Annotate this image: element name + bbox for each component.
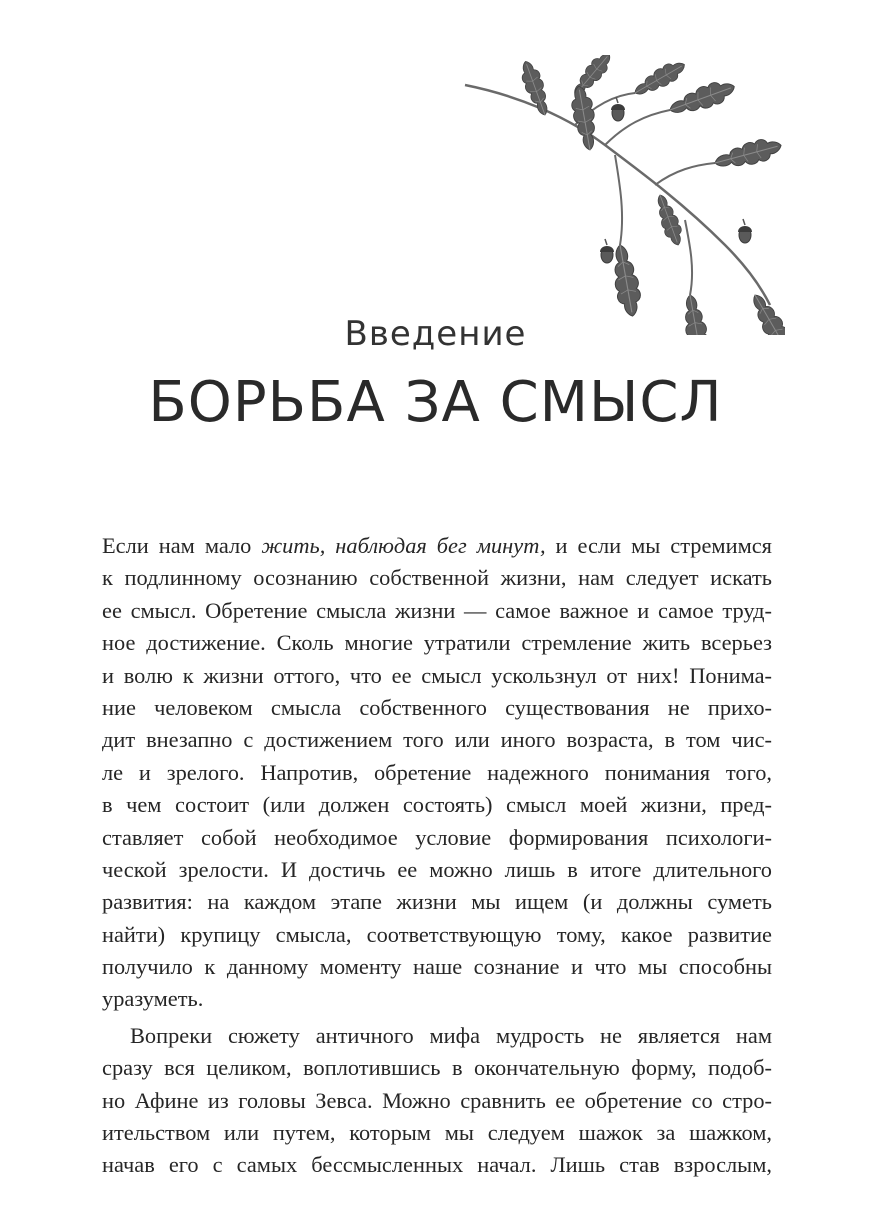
chapter-title: БОРЬБА ЗА СМЫСЛ bbox=[148, 370, 723, 435]
text-run: Если нам мало bbox=[102, 533, 262, 558]
text-line: сразу вся целиком, воплотившись в окончательную форму, подоб- bbox=[102, 1055, 772, 1081]
text-line: начав его с самых бессмысленных начал. Лишь став взрослым, bbox=[102, 1152, 772, 1178]
text-line: и волю к жизни оттого, что ее смысл ускользнул от них! Понима- bbox=[102, 662, 772, 688]
paragraph-1 bbox=[102, 530, 772, 1016]
body-text bbox=[102, 530, 772, 1182]
text-run: и если мы стремимся bbox=[545, 533, 772, 558]
text-line: Вопреки сюжету античного мифа мудрость не является нам bbox=[130, 1022, 772, 1048]
text-line: ние человеком смысла собственного существования не прихо- bbox=[102, 694, 772, 720]
text-line: ставляет собой необходимое условие формирования психологи- bbox=[102, 824, 772, 850]
text-line: в чем состоит (или должен состоять) смысл моей жизни, пред- bbox=[102, 792, 772, 818]
text-line: ительством или путем, которым мы следуем шажок за шажком, bbox=[102, 1120, 772, 1146]
italic-phrase: жить, наблюдая бег минут, bbox=[261, 533, 546, 558]
oak-branch-icon bbox=[455, 55, 785, 335]
paragraph-2 bbox=[102, 1020, 772, 1182]
text-line: ческой зрелости. И достичь ее можно лишь в итоге длительного bbox=[102, 856, 772, 882]
chapter-kicker: Введение bbox=[344, 314, 527, 354]
text-line: получило к данному моменту наше сознание и что мы способны bbox=[102, 954, 772, 980]
text-line: уразуметь. bbox=[102, 986, 204, 1012]
text-line: найти) крупицу смысла, соответствующую тому, какое развитие bbox=[102, 921, 772, 947]
text-line: развития: на каждом этапе жизни мы ищем (и должны суметь bbox=[102, 889, 772, 915]
text-line: дит внезапно с достижением того или иного возраста, в том чис- bbox=[102, 727, 772, 753]
text-line: к подлинному осознанию собственной жизни, нам следует искать bbox=[102, 565, 772, 591]
text-line: ле и зрелого. Напротив, обретение надежного понимания того, bbox=[102, 759, 772, 785]
text-line: но Афине из головы Зевса. Можно сравнить ее обретение со стро- bbox=[102, 1087, 772, 1113]
text-line: ее смысл. Обретение смысла жизни — самое важное и самое труд- bbox=[102, 597, 772, 623]
text-line: ное достижение. Сколь многие утратили стремление жить всерьез bbox=[102, 630, 772, 656]
text-line bbox=[102, 530, 772, 562]
